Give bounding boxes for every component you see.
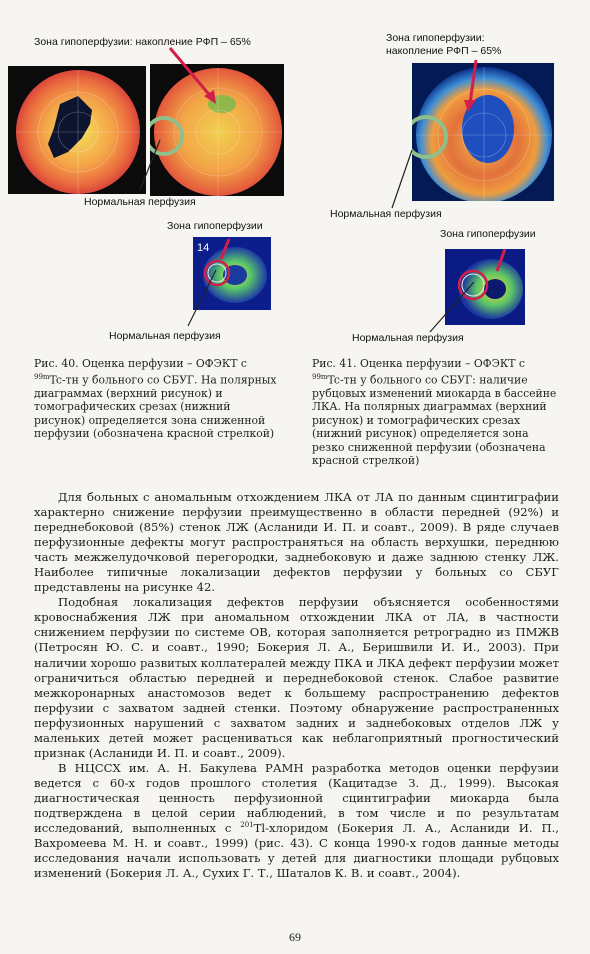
fig40-label-hypoperfusion-accum: Зона гипоперфузии: накопление РФП – 65% — [34, 36, 251, 48]
fig41-label-normal-bottom: Нормальная перфузия — [352, 332, 464, 344]
paragraph-2: Подобная локализация дефектов перфузии объясняется особенностями кровоснабжения ЛЖ при аномальном отхождении ЛКА от ЛА, в частности снижением перфузии по системе ОВ, которая заполняется ретроградно из ПМЖВ (Петросян Ю. С. и соавт., 1990; Бокерия Л. А., Беришвили И. И., 2003). При наличии хорошо развитых коллатералей между ПКА и ЛКА дефект перфузии может ограничиться областью передней и переднебоковой стенок. Слабое развитие межкоронарных анастомозов ведет к большему распространению дефектов перфузии с захватом задней стенки. Поэтому обнаружение распространенных перфузионных нарушений с захватом задних и заднебоковых отделов ЛЖ у маленьких детей может расцениваться как неблагоприятный прогностический признак (Асланиди И. П. и соавт., 2009). — [34, 595, 559, 760]
body-text — [34, 490, 559, 881]
fig40-arrow-bottom — [180, 260, 220, 330]
fig40-label-normal-bottom: Нормальная перфузия — [109, 330, 221, 342]
fig41-arrow-bottom — [420, 276, 480, 336]
fig41-label-normal-top: Нормальная перфузия — [330, 208, 442, 220]
fig41-label-hypoperfusion-accum-2: накопление РФП – 65% — [386, 45, 502, 57]
fig40-caption: Рис. 40. Оценка перфузии – ОФЭКТ с $^{99m}$Tc-тн у больного со СБУГ. На полярных диаграммах (верхний рисунок) и томографических срезах (нижний рисунок) определяется зона сниженной перфузии (обозначена красной стрелкой) — [34, 357, 277, 441]
fig41-arrows — [300, 0, 590, 260]
fig41-label-hypoperfusion-accum-1: Зона гипоперфузии: — [386, 32, 485, 44]
fig41-caption: Рис. 41. Оценка перфузии – ОФЭКТ с $^{99m}$Tc-тн у больного со СБУГ: наличие рубцовых изменений миокарда в бассейне ЛКА. На полярных диаграммах (верхний рисунок) и томографических срезах (нижний рисунок) определяется зона резко сниженной перфузии (обозначена красной стрелкой) — [312, 357, 557, 468]
fig40-label-normal-top: Нормальная перфузия — [84, 196, 196, 208]
page-number: 69 — [289, 930, 301, 944]
fig40-label-hypoperfusion: Зона гипоперфузии — [167, 220, 263, 232]
paragraph-1: Для больных с аномальным отхождением ЛКА от ЛА по данным сцинтиграфии характерно снижение перфузии преимущественно в области передней (92%) и переднебоковой (85%) стенок ЛЖ (Асланиди И. П. и соавт., 2009). В ряде случаев перфузионные дефекты могут распространяться на область верхушки, переднюю часть межжелудочковой перегородки, заднебоковую и даже заднюю стенку ЛЖ. Наиболее типичные локализации дефектов перфузии у больных со СБУГ представлены на рисунке 42. — [34, 490, 559, 595]
paragraph-3: В НЦССХ им. А. Н. Бакулева РАМН разработка методов оценки перфузии ведется с 60-х годов прошлого столетия (Кацитадзе З. Д., 1999). Высокая диагностическая ценность перфузионной сцинтиграфии миокарда была подтверждена в целой серии наблюдений, в том числе и по результатам исследований, выполненных с $^{201}$Tl-хлоридом (Бокерия Л. А., Асланиди И. П., Вахромеева М. Н. и соавт., 1999) (рис. 43). С конца 1990-х годов данные методы исследования начали использовать у детей для диагностики площади рубцовых изменений (Бокерия Л. А., Сухих Г. Т., Шаталов К. В. и соавт., 2004). — [34, 760, 559, 881]
fig41-label-hypoperfusion: Зона гипоперфузии — [440, 228, 536, 240]
fig40-tomo-number: 14 — [197, 242, 210, 254]
